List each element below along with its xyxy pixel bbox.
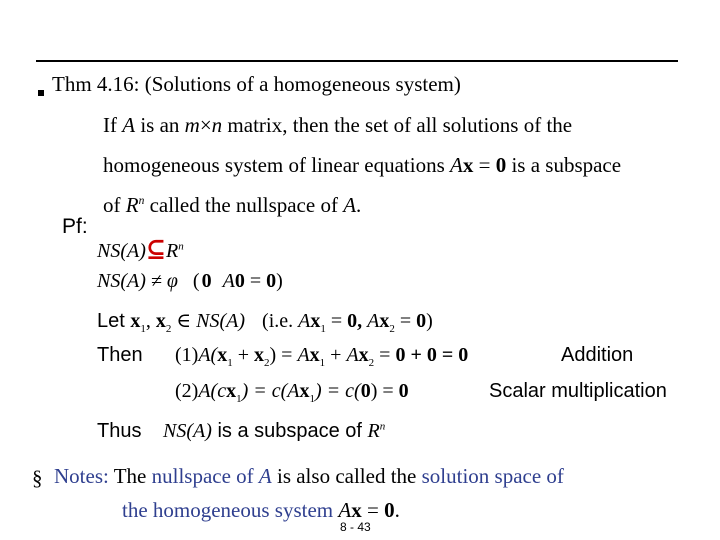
highlight: the homogeneous system	[122, 498, 339, 522]
text: matrix, then the set of all solutions of the	[222, 113, 573, 137]
notes-label: Notes:	[54, 464, 114, 488]
step-number: (1)	[175, 344, 199, 366]
membership-expr: ∈ NS(A)	[171, 310, 246, 332]
var-a: A	[346, 344, 359, 366]
var-a: A	[258, 464, 272, 488]
notes-bullet-icon: §	[32, 466, 43, 490]
text: ) =	[370, 380, 399, 402]
proof-line-1	[97, 234, 184, 264]
subscript: 1	[227, 357, 233, 369]
text: ) =	[269, 344, 298, 366]
vector-x: x	[351, 498, 362, 522]
thus-statement	[163, 420, 385, 443]
text: called the nullspace of	[144, 193, 344, 217]
subscript: 1	[309, 393, 316, 405]
step-2	[175, 380, 409, 405]
theorem-bullet	[38, 90, 44, 96]
text: +	[232, 344, 254, 366]
step-number: (2)	[175, 380, 199, 402]
var-r: R	[367, 420, 380, 442]
var-a: A	[298, 310, 311, 332]
vector-x2: x	[379, 310, 390, 332]
addition-label: Addition	[561, 344, 634, 366]
text: ) = c(A	[241, 380, 300, 402]
zero-vector: 0	[234, 270, 245, 292]
zero-vector: 0	[360, 380, 371, 402]
text: (	[192, 270, 200, 292]
text: +	[325, 344, 347, 366]
text: )	[276, 270, 283, 292]
text: (i.e.	[262, 310, 299, 332]
text: is also called the	[271, 464, 422, 488]
vector-x1: x	[130, 310, 141, 332]
theorem-line-1	[103, 113, 572, 138]
text: =	[325, 310, 348, 332]
text: ) = c(	[315, 380, 361, 402]
text: The	[113, 464, 152, 488]
subscript: 2	[165, 323, 172, 335]
subset-symbol: ⊆	[145, 237, 166, 263]
subscript: 1	[320, 323, 326, 335]
scalar-mult-label: Scalar multiplication	[489, 380, 667, 402]
theorem-heading: Thm 4.16: (Solutions of a homogeneous system)	[52, 72, 461, 96]
text: =	[473, 153, 496, 177]
zero-vector: 0	[495, 153, 507, 177]
vector-x2: x	[155, 310, 166, 332]
text: =	[244, 270, 267, 292]
zero-vector: 0	[347, 310, 358, 332]
thus-label: Thus	[97, 420, 142, 442]
theorem-line-3	[103, 193, 361, 218]
text: ,	[357, 310, 368, 332]
highlight: nullspace of	[151, 464, 259, 488]
times-symbol: ×	[199, 113, 212, 137]
zero-vector: 0	[384, 498, 395, 522]
var-a: A	[297, 344, 310, 366]
zero-sum: 0 + 0 = 0	[395, 344, 469, 366]
nullspace-expr: NS(A)	[97, 240, 146, 262]
zero-vector: 0	[266, 270, 277, 292]
text: A(c	[198, 380, 227, 402]
var-a: A	[122, 113, 136, 137]
text: Let	[97, 310, 131, 332]
text: )	[426, 310, 433, 332]
superscript-n: n	[178, 240, 184, 253]
text: is an	[135, 113, 185, 137]
zero-vector: 0	[201, 270, 212, 292]
subscript: 1	[236, 393, 242, 405]
text: is a subspace of	[211, 420, 368, 442]
nonempty-expr: NS(A) ≠ φ	[97, 270, 178, 292]
subscript: 2	[368, 357, 375, 369]
var-r: R	[166, 240, 179, 262]
text: =	[394, 310, 417, 332]
page-number: 8 - 43	[340, 520, 371, 534]
nullspace-expr: NS(A)	[163, 420, 212, 442]
zero-vector: 0	[416, 310, 427, 332]
text: .	[394, 498, 400, 522]
text: is a subspace	[506, 153, 622, 177]
vector-x1: x	[299, 380, 310, 402]
text: =	[361, 498, 385, 522]
then-label: Then	[97, 344, 143, 366]
top-rule	[36, 60, 678, 62]
vector-x2: x	[358, 344, 369, 366]
text: .	[356, 193, 362, 217]
text: ,	[145, 310, 156, 332]
theorem-line-2	[103, 153, 621, 178]
vector-x1: x	[217, 344, 228, 366]
vector-x2: x	[254, 344, 264, 366]
var-n: n	[211, 113, 223, 137]
var-m: m	[184, 113, 200, 137]
text: A(	[198, 344, 218, 366]
var-a: A	[367, 310, 380, 332]
var-a: A	[222, 270, 235, 292]
highlight: solution space of	[421, 464, 564, 488]
vector-x1: x	[226, 380, 237, 402]
subscript: 2	[264, 357, 270, 369]
proof-line-2	[97, 270, 283, 293]
var-a: A	[450, 153, 463, 177]
subscript: 1	[319, 357, 326, 369]
var-r: R	[125, 193, 139, 217]
var-a: A	[343, 193, 357, 217]
subscript: 1	[140, 323, 146, 335]
var-a: A	[338, 498, 352, 522]
superscript-n: n	[379, 420, 386, 433]
text: If	[103, 113, 123, 137]
step-1	[175, 344, 468, 369]
text: of	[103, 193, 126, 217]
text: homogeneous system of linear equations	[103, 153, 451, 177]
proof-label: Pf:	[62, 215, 88, 238]
vector-x: x	[462, 153, 474, 177]
vector-x1: x	[310, 310, 321, 332]
superscript-n: n	[138, 195, 145, 207]
text: =	[374, 344, 396, 366]
notes-line-1	[54, 464, 564, 489]
vector-x1: x	[309, 344, 320, 366]
zero-vector: 0	[398, 380, 409, 402]
proof-line-3	[97, 308, 433, 335]
subscript: 2	[389, 323, 395, 335]
